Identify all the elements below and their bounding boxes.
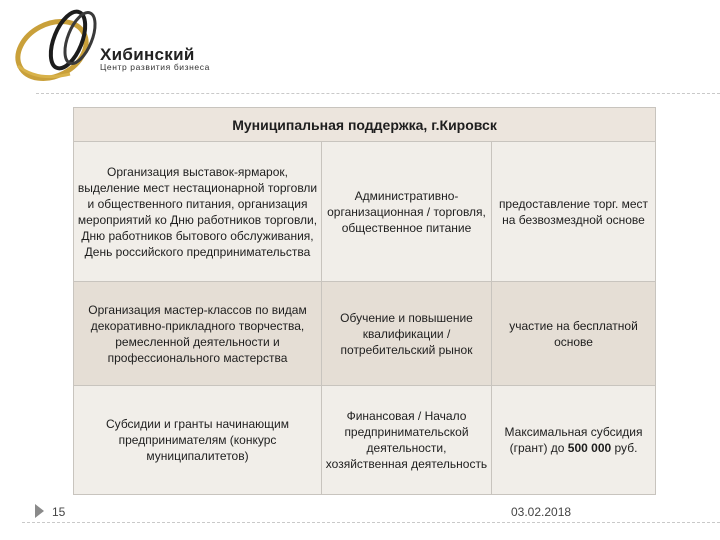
table-title-row — [74, 108, 656, 142]
form-cell: предоставление торг. мест на безвозмездной основе — [492, 142, 656, 282]
logo-name: Хибинский — [100, 45, 195, 64]
page-number: 15 — [52, 505, 66, 519]
measure-cell: Организация мастер-классов по видам декоративно-прикладного творчества, ремесленной деятельности и профессионального мастерства — [74, 282, 322, 386]
table-row — [74, 142, 656, 282]
type-cell: Обучение и повышение квалификации / потребительский рынок — [322, 282, 492, 386]
table-row — [74, 386, 656, 495]
form-cell: участие на бесплатной основе — [492, 282, 656, 386]
logo — [8, 4, 218, 86]
subsidy-amount: 500 000 — [567, 441, 612, 455]
logo-swirl-icon — [8, 4, 103, 86]
top-divider — [36, 93, 720, 94]
measure-cell: Организация выставок-ярмарок, выделение мест нестационарной торговли и общественного питания, организация мероприятий ко Дню работников торговли, Дню работников бытового обслуживания, День российского предпринимательства — [74, 142, 322, 282]
bottom-divider — [22, 522, 720, 523]
table-row — [74, 282, 656, 386]
form-suffix: руб. — [611, 441, 638, 455]
arrow-right-icon — [35, 504, 44, 518]
table-title: Муниципальная поддержка, г.Кировск — [74, 108, 656, 142]
form-cell — [492, 386, 656, 495]
support-table — [73, 107, 656, 495]
measure-cell: Субсидии и гранты начинающим предпринимателям (конкурс муниципалитетов) — [74, 386, 322, 495]
logo-subtitle: Центр развития бизнеса — [100, 62, 210, 72]
type-cell: Финансовая / Начало предпринимательской деятельности, хозяйственная деятельность — [322, 386, 492, 495]
type-cell: Административно-организационная / торговля, общественное питание — [322, 142, 492, 282]
form-prefix: Максимальная субсидия (грант) до — [504, 425, 643, 455]
slide-date: 03.02.2018 — [511, 505, 572, 519]
